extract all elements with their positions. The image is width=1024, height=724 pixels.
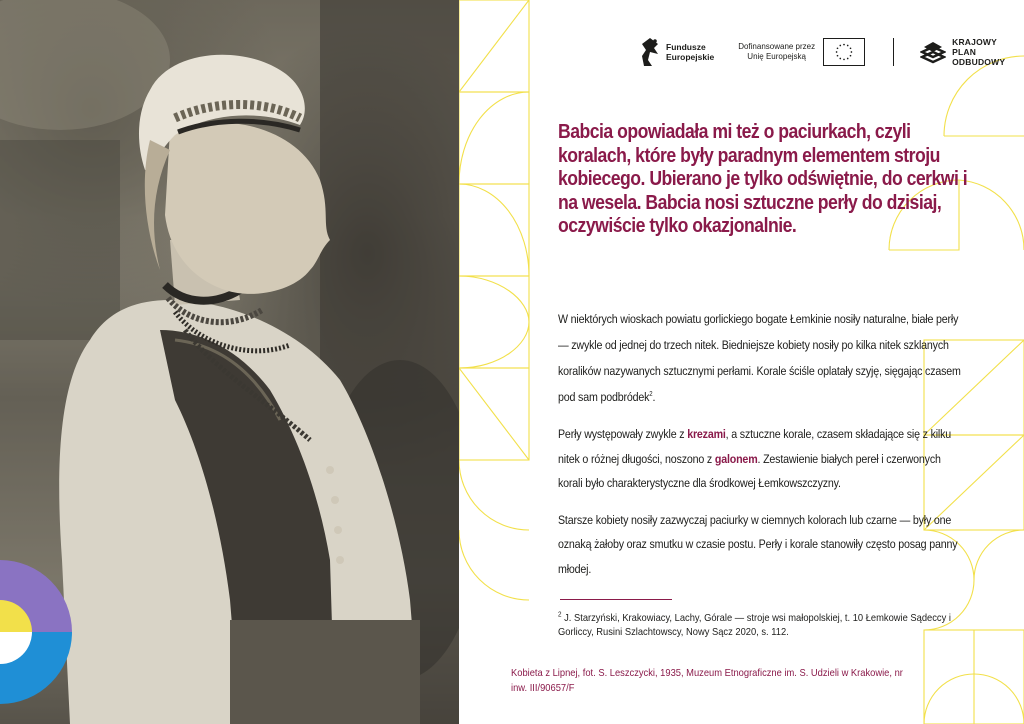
photo-caption: Kobieta z Lipnej, fot. S. Leszczycki, 1935, Muzeum Etnograficzne im. S. Udzieli w Krakowie, nr inw. III/90657/F bbox=[511, 668, 903, 694]
fundusze-europejskie-icon bbox=[640, 36, 660, 68]
fundusze-europejskie-logo bbox=[640, 36, 714, 68]
footnote-text: J. Starzyński, Krakowiacy, Lachy, Górale — stroje wsi małopolskiej, t. 10 Łemkowie Sądeccy i Gorliccy, Rusini Szlachtowscy, Nowy Sącz 2020, s. 112. bbox=[558, 613, 951, 638]
term-galonem: galonem bbox=[714, 451, 758, 466]
footnote-ref: 2 bbox=[649, 390, 653, 398]
quote-block bbox=[558, 120, 968, 238]
eu-line1: Dofinansowane przez bbox=[738, 42, 816, 51]
footnote-rule bbox=[560, 599, 672, 600]
logo-divider bbox=[893, 38, 894, 66]
eu-line2: Unię Europejską bbox=[747, 52, 806, 61]
quote-text: Babcia opowiadała mi też o paciurkach, czyli koralach, które były paradnym elementem stroju kobiecego. Ubierano je tylko odświętnie, do cerkwi i na wesela. Babcia nosi sztuczne perły do dzisiaj, oczywiście tylko okazjonalnie. bbox=[558, 120, 968, 237]
kpo-line1: KRAJOWY bbox=[952, 37, 997, 47]
paragraph-1-text: W niektórych wioskach powiatu gorlickiego bogate Łemkinie nosiły naturalne, białe perły — zwykle od jednej do trzech nitek. Biedniejsze kobiety nosiły po kilka nitek szklanych koralików nazywanych sztucznymi perłami. Korale ściśle oplatały szyję, sięgając czasem pod sam podbródek bbox=[558, 312, 961, 404]
paragraph-3: Starsze kobiety nosiły zazwyczaj paciurky w ciemnych kolorach lub czarne — były one oznaką żałoby oraz smutku w czasie postu. Perły i korale stanowiły często posag panny młodej. bbox=[558, 512, 958, 576]
term-krezami: krezami bbox=[687, 427, 726, 441]
paragraph-2-part2: , a sztuczne korale, czasem składające się z kilku nitek o różnej długości, noszono z bbox=[558, 427, 952, 466]
paragraph-2 bbox=[558, 422, 962, 496]
logo-bar bbox=[640, 30, 1005, 74]
paragraph-2-part3: . Zestawienie białych pereł i czerwonych korali było charakterystyczne dla środkowej Łemkowszczyzny. bbox=[558, 451, 941, 490]
body-text bbox=[558, 306, 961, 593]
fe-line1: Fundusze bbox=[666, 42, 706, 52]
footnote bbox=[558, 612, 954, 640]
krajowy-plan-odbudowy-logo bbox=[920, 37, 1005, 67]
decorative-circle-graphic bbox=[0, 560, 72, 724]
kpo-icon bbox=[920, 39, 946, 65]
kpo-line3: ODBUDOWY bbox=[952, 57, 1006, 67]
eu-logo bbox=[738, 38, 865, 66]
paragraph-2-part1: Perły występowały zwykle z bbox=[558, 427, 688, 441]
kpo-line2: PLAN bbox=[952, 47, 977, 57]
fe-line2: Europejskie bbox=[666, 52, 715, 62]
paragraph-1: W niektórych wioskach powiatu gorlickiego bogate Łemkinie nosiły naturalne, białe perły — zwykle od jednej do trzech nitek. Biedniejsze kobiety nosiły po kilka nitek szklanych koralików nazywanych sztucznymi perłami. Korale ściśle oplatały szyję, sięgając czasem pod sam podbródek$^2$. bbox=[558, 312, 961, 404]
eu-flag-icon bbox=[823, 38, 865, 66]
footnote-number: 2 bbox=[558, 611, 562, 619]
